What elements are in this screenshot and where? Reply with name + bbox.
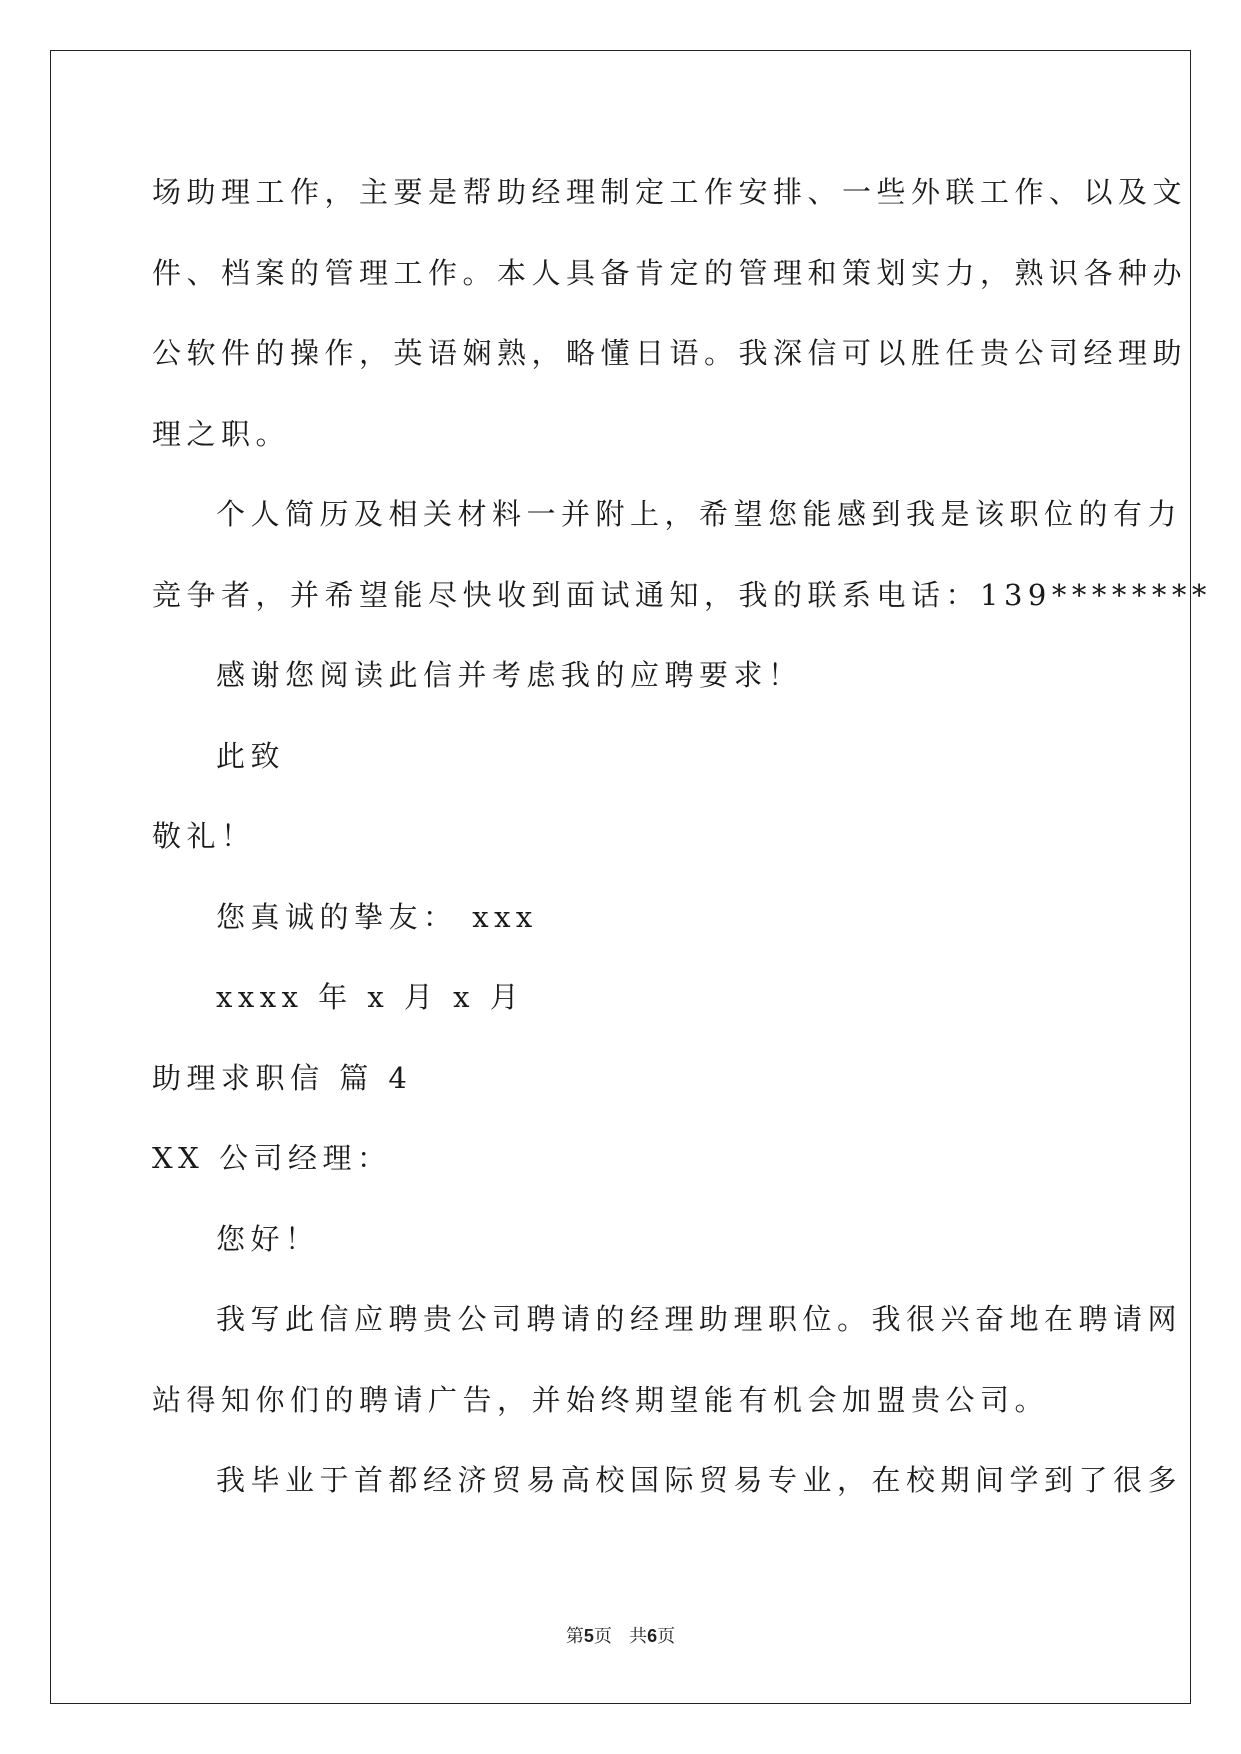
date-line: xxxx 年 x 月 x 月 [216, 980, 525, 1014]
paragraph-line: 公软件的操作，英语娴熟，略懂日语。我深信可以胜任贵公司经理助 [152, 336, 1188, 370]
paragraph-line: 个人简历及相关材料一并附上，希望您能感到我是该职位的有力 [216, 497, 1183, 531]
page-current-number: 5 [583, 1626, 594, 1646]
closing-regards: 敬礼！ [152, 819, 256, 853]
paragraph-line: 我写此信应聘贵公司聘请的经理助理职位。我很兴奋地在聘请网 [216, 1302, 1183, 1336]
recipient-line: XX 公司经理： [152, 1141, 392, 1175]
signature: 您真诚的挚友： xxx [216, 899, 538, 934]
paragraph-line: 场助理工作，主要是帮助经理制定工作安排、一些外联工作、以及文 [152, 175, 1188, 209]
page-mid: 页 共 [593, 1626, 648, 1647]
paragraph-line: 理之职。 [152, 416, 291, 451]
closing-salutation: 此致 [216, 738, 286, 773]
section-heading: 助理求职信 篇 4 [152, 1060, 413, 1095]
letter-body [152, 152, 1212, 1521]
page-prefix: 第 [565, 1626, 584, 1647]
paragraph-line: 感谢您阅读此信并考虑我的应聘要求！ [216, 658, 803, 692]
paragraph-line: 竞争者，并希望能尽快收到面试通知，我的联系电话：139******** [152, 577, 1212, 612]
greeting: 您好！ [216, 1221, 320, 1256]
paragraph-line: 我毕业于首都经济贸易高校国际贸易专业，在校期间学到了很多 [216, 1463, 1183, 1497]
page-total-number: 6 [647, 1626, 658, 1646]
page-footer [0, 1622, 1241, 1648]
paragraph-line: 站得知你们的聘请广告，并始终期望能有机会加盟贵公司。 [152, 1382, 1050, 1417]
paragraph-line: 件、档案的管理工作。本人具备肯定的管理和策划实力，熟识各种办 [152, 255, 1188, 290]
page-suffix: 页 [657, 1626, 676, 1647]
